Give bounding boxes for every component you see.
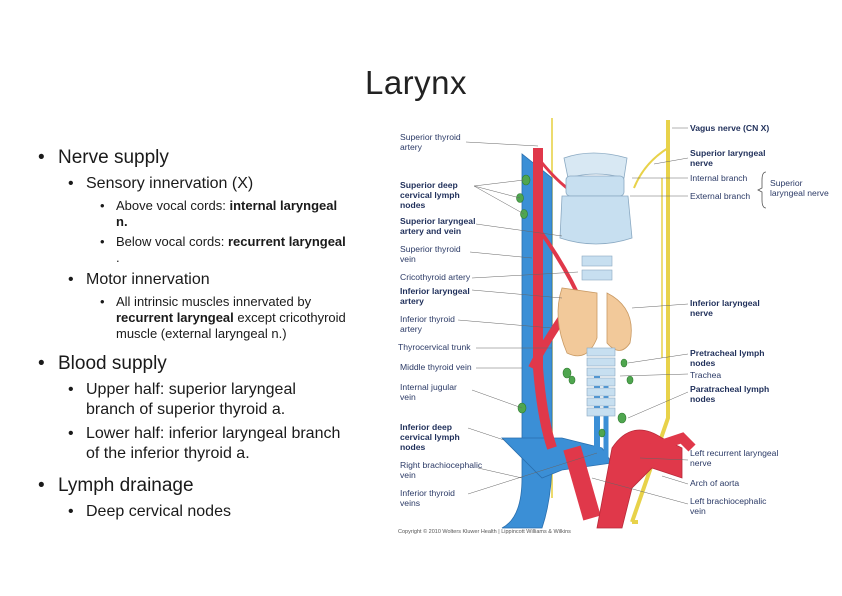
bullet-dot: • xyxy=(100,198,105,213)
svg-text:Internal jugularvein: Internal jugular vein xyxy=(400,382,457,402)
svg-text:Superior thyroidartery: Superior thyroid artery xyxy=(400,132,461,152)
bullet-dot: • xyxy=(68,271,74,288)
bullet-bold-text: recurrent laryngeal xyxy=(228,234,346,249)
bullet-text: Nerve supply xyxy=(58,147,169,168)
svg-text:Superiorlaryngeal nerve: Superior laryngeal nerve xyxy=(770,178,829,198)
larynx-anatomy-figure xyxy=(392,118,842,538)
bullet-text: Lower half: inferior laryngeal branch of the inferior thyroid a. xyxy=(86,425,341,462)
bullet-dot: • xyxy=(38,147,45,168)
thyroid-cartilage xyxy=(560,153,632,280)
bullet-sensory xyxy=(68,174,348,194)
svg-text:Left brachiocephalicvein: Left brachiocephalic vein xyxy=(690,496,767,516)
bullet-text: Motor innervation xyxy=(86,271,210,288)
svg-text:External branch: External branch xyxy=(690,191,751,201)
bullet-text: Upper half: superior laryngeal branch of superior thyroid a. xyxy=(86,381,296,418)
svg-text:Trachea: Trachea xyxy=(690,370,722,380)
bullet-intrinsic-muscles xyxy=(100,294,348,342)
left-labels xyxy=(398,132,483,508)
bullet-dot: • xyxy=(68,503,74,520)
bullet-below-vocal-cords xyxy=(100,234,348,266)
bullet-list xyxy=(38,142,348,522)
svg-text:Right brachiocephalicvein: Right brachiocephalic vein xyxy=(400,460,483,480)
svg-text:Left recurrent laryngealnerve: Left recurrent laryngeal nerve xyxy=(690,448,779,468)
bullet-text: Deep cervical nodes xyxy=(86,503,231,520)
svg-text:Inferior laryngealnerve: Inferior laryngeal nerve xyxy=(690,298,760,318)
bullet-text: Above vocal cords: xyxy=(116,198,230,213)
bullet-text-suffix: except cricothyroid muscle (external laryngeal n.) xyxy=(116,310,346,341)
bullet-dot: • xyxy=(68,381,74,398)
svg-text:Superior thyroidvein: Superior thyroid vein xyxy=(400,244,461,264)
bullet-dot: • xyxy=(68,425,74,442)
slide-title: Larynx xyxy=(364,64,468,101)
bullet-lymph-drainage xyxy=(38,474,348,498)
bullet-upper-half xyxy=(68,380,348,420)
bullet-text-suffix: . xyxy=(116,250,120,265)
svg-text:Vagus nerve (CN X): Vagus nerve (CN X) xyxy=(690,123,770,133)
bullet-dot: • xyxy=(100,294,105,309)
svg-text:Inferior thyroidartery: Inferior thyroid artery xyxy=(400,314,455,334)
bullet-deep-cervical xyxy=(68,502,348,522)
bullet-text: Lymph drainage xyxy=(58,475,194,496)
svg-text:Superior deepcervical lymphnod: Superior deep cervical lymph nodes xyxy=(400,180,460,210)
svg-text:Arch of aorta: Arch of aorta xyxy=(690,478,740,488)
bullet-text: Blood supply xyxy=(58,353,167,374)
svg-text:Pretracheal lymphnodes: Pretracheal lymph nodes xyxy=(690,348,765,368)
bullet-bold-text: recurrent laryngeal xyxy=(116,310,234,325)
bracket-icon xyxy=(758,172,766,208)
svg-text:Paratracheal lymphnodes: Paratracheal lymph nodes xyxy=(690,384,770,404)
bullet-nerve-supply xyxy=(38,146,348,170)
bullet-dot: • xyxy=(38,475,45,496)
figure-copyright: Copyright © 2010 Wolters Kluwer Health | Lippincott Williams & Wilkins xyxy=(398,529,571,535)
svg-text:Internal branch: Internal branch xyxy=(690,173,748,183)
svg-text:Cricothyroid artery: Cricothyroid artery xyxy=(400,272,471,282)
bullet-lower-half xyxy=(68,424,348,464)
bullet-dot: • xyxy=(68,175,74,192)
svg-text:Superior laryngealnerve: Superior laryngeal nerve xyxy=(690,148,766,168)
bullet-above-vocal-cords xyxy=(100,198,348,230)
bullet-dot: • xyxy=(38,353,45,374)
svg-text:Inferior thyroidveins: Inferior thyroid veins xyxy=(400,488,455,508)
svg-text:Inferior deepcervical lymphnod: Inferior deep cervical lymph nodes xyxy=(400,422,460,452)
bullet-dot: • xyxy=(100,234,105,249)
bullet-text: All intrinsic muscles innervated by xyxy=(116,294,312,309)
right-labels xyxy=(690,123,829,516)
bullet-blood-supply xyxy=(38,352,348,376)
thyroid-gland xyxy=(558,288,631,356)
svg-text:Thyrocervical trunk: Thyrocervical trunk xyxy=(398,342,471,352)
svg-text:Middle thyroid vein: Middle thyroid vein xyxy=(400,362,472,372)
svg-text:Inferior laryngealartery: Inferior laryngeal artery xyxy=(400,286,470,306)
bullet-motor xyxy=(68,270,348,290)
bullet-text: Sensory innervation (X) xyxy=(86,175,254,192)
trachea xyxy=(587,348,615,416)
svg-text:Superior laryngealartery and v: Superior laryngeal artery and vein xyxy=(400,216,476,236)
bullet-text: Below vocal cords: xyxy=(116,234,228,249)
bullet-bold-text: internal laryngeal n. xyxy=(116,198,338,229)
